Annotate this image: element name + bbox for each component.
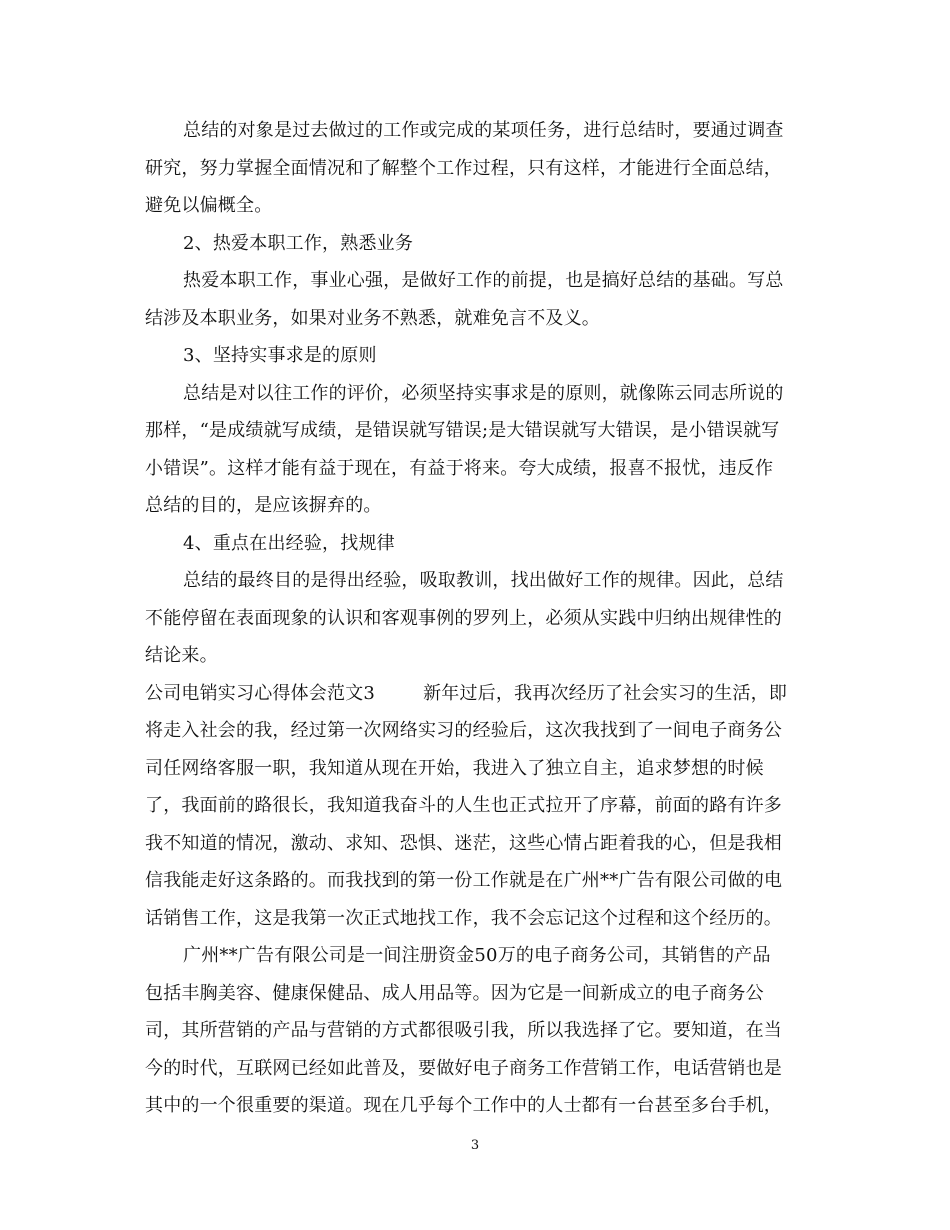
paragraph-line: 司，其所营销的产品与营销的方式都很吸引我，所以我选择了它。要知道，在当	[145, 1020, 782, 1041]
paragraph-line: 总结的目的，是应该摒弃的。	[145, 495, 382, 516]
paragraph-line: 总结的对象是过去做过的工作或完成的某项任务，进行总结时，要通过调查	[183, 120, 784, 141]
list-heading: 2、热爱本职工作，熟悉业务	[183, 232, 414, 254]
list-heading: 3、坚持实事求是的原则	[183, 345, 377, 366]
paragraph-line: 热爱本职工作，事业心强，是做好工作的前提，也是搞好总结的基础。写总	[183, 270, 784, 291]
paragraph-line: 我不知道的情况，激动、求知、恐惧、迷茫，这些心情占距着我的心，但是我相	[145, 832, 782, 854]
paragraph-line: 总结是对以往工作的评价，必须坚持实事求是的原则，就像陈云同志所说的	[183, 382, 784, 404]
paragraph-line: 话销售工作，这是我第一次正式地找工作，我不会忘记这个过程和这个经历的。	[145, 907, 782, 929]
section-title: 公司电销实习心得体会范文3	[145, 682, 376, 704]
paragraph-line: 研究，努力掌握全面情况和了解整个工作过程，只有这样，才能进行全面总结，	[145, 157, 782, 179]
paragraph-line: 司任网络客服一职，我知道从现在开始，我进入了独立自主，追求梦想的时候	[145, 757, 764, 779]
paragraph-line: 结论来。	[145, 645, 218, 666]
paragraph-line: 今的时代，互联网已经如此普及，要做好电子商务工作营销工作，电话营销也是	[145, 1057, 782, 1079]
paragraph-line: 总结的最终目的是得出经验，吸取教训，找出做好工作的规律。因此，总结	[183, 570, 784, 591]
paragraph-line: 包括丰胸美容、健康保健品、成人用品等。因为它是一间新成立的电子商务公	[145, 982, 764, 1004]
list-heading: 4、重点在出经验，找规律	[183, 532, 395, 554]
section-title-line	[145, 675, 800, 713]
paragraph-line: 了，我面前的路很长，我知道我奋斗的人生也正式拉开了序幕，前面的路有许多	[145, 795, 782, 816]
document-body	[145, 112, 800, 1125]
paragraph-line: 不能停留在表面现象的认识和客观事例的罗列上，必须从实践中归纳出规律性的	[145, 607, 782, 629]
paragraph-line: 避免以偏概全。	[145, 195, 273, 216]
paragraph-line: 广州**广告有限公司是一间注册资金50万的电子商务公司，其销售的产品	[183, 945, 771, 966]
paragraph-line: 其中的一个很重要的渠道。现在几乎每个工作中的人士都有一台甚至多台手机，	[145, 1095, 782, 1116]
paragraph-line: 信我能走好这条路的。而我找到的第一份工作就是在广州**广告有限公司做的电	[145, 870, 783, 891]
paragraph-line: 小错误”。这样才能有益于现在，有益于将来。夸大成绩，报喜不报忧，违反作	[145, 457, 774, 479]
section-intro: 新年过后，我再次经历了社会实习的生活，即	[423, 682, 788, 704]
paragraph-line: 结涉及本职业务，如果对业务不熟悉，就难免言不及义。	[145, 307, 600, 329]
paragraph-line: 将走入社会的我，经过第一次网络实习的经验后，这次我找到了一间电子商务公	[145, 720, 782, 741]
paragraph-line: 那样，“是成绩就写成绩，是错误就写错误;是大错误就写大错误，是小错误就写	[145, 420, 780, 441]
page-number: 3	[470, 1138, 480, 1153]
